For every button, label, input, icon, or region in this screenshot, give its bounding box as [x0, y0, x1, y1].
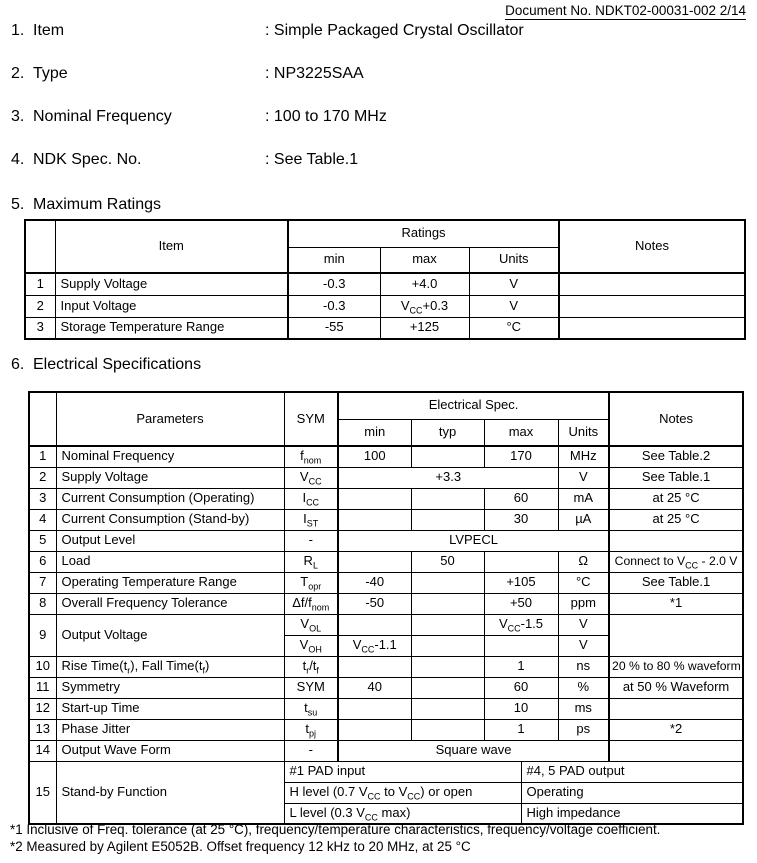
units-cell: ps: [558, 719, 609, 740]
max-cell: +125: [380, 317, 469, 339]
max-cell: [484, 551, 558, 572]
parameter-cell: Output Wave Form: [56, 740, 284, 761]
table-row: [29, 761, 743, 782]
parameter-cell: Output Level: [56, 530, 284, 551]
table-row: [25, 317, 745, 339]
sym-cell: $V_{OL}$: [284, 614, 338, 635]
parameter-cell: Output Voltage: [56, 614, 284, 656]
col-header-item: Item: [55, 220, 288, 273]
section-number: 6.: [11, 356, 25, 373]
row-number-cell: 13: [29, 719, 56, 740]
units-cell: V: [558, 467, 609, 488]
table-row: [29, 509, 743, 530]
max-cell: 30: [484, 509, 558, 530]
table-row: [29, 656, 743, 677]
row-number-cell: 3: [29, 488, 56, 509]
footnote-2: *2 Measured by Agilent E5052B. Offset frequency 12 kHz to 20 MHz, at 25 °C: [10, 839, 471, 854]
notes-cell: [609, 530, 743, 551]
maximum-ratings-table: [24, 219, 746, 340]
units-cell: V: [558, 635, 609, 656]
notes-cell: [559, 295, 745, 317]
units-cell: ms: [558, 698, 609, 719]
sym-cell: $I_{CC}$: [284, 488, 338, 509]
row-number-cell: 7: [29, 572, 56, 593]
table-header-row: [29, 392, 743, 419]
sym-cell: $V_{CC}$: [284, 467, 338, 488]
min-cell: -40: [338, 572, 411, 593]
max-cell: +105: [484, 572, 558, 593]
standby-input-cell: L level (0.3 $V_{CC}$ max): [284, 803, 521, 824]
sym-cell: $T_{opr}$: [284, 572, 338, 593]
sym-cell: $\Delta f/f_{nom}$: [284, 593, 338, 614]
notes-cell: [559, 273, 745, 295]
typ-cell: [411, 572, 484, 593]
notes-cell: [609, 740, 743, 761]
row-number-cell: 9: [29, 614, 56, 656]
min-cell: [338, 509, 411, 530]
sym-cell: $t_{su}$: [284, 698, 338, 719]
info-number: 4.: [11, 151, 25, 168]
min-cell: 100: [338, 446, 411, 467]
max-cell: 1: [484, 656, 558, 677]
row-number-cell: 5: [29, 530, 56, 551]
table-row: [29, 740, 743, 761]
units-cell: µA: [558, 509, 609, 530]
parameter-cell: Stand-by Function: [56, 761, 284, 824]
item-cell: Input Voltage: [55, 295, 288, 317]
col-header-empty: [25, 220, 55, 273]
notes-cell: See Table.1: [609, 467, 743, 488]
standby-input-cell: H level (0.7 $V_{CC}$ to $V_{CC}$) or open: [284, 782, 521, 803]
sym-cell: -: [284, 740, 338, 761]
col-header-electrical-spec-group: Electrical Spec.: [338, 392, 609, 419]
col-header-ratings-group: Ratings: [288, 220, 559, 247]
section-number: 5.: [11, 196, 25, 213]
table-row: [25, 273, 745, 295]
units-cell: %: [558, 677, 609, 698]
row-number-cell: 12: [29, 698, 56, 719]
notes-cell: 20 % to 80 % waveform: [609, 656, 743, 677]
max-cell: +50: [484, 593, 558, 614]
min-cell: $V_{CC}-1.1$: [338, 635, 411, 656]
typ-cell: [411, 698, 484, 719]
max-cell: 60: [484, 488, 558, 509]
col-header-parameters: Parameters: [56, 392, 284, 446]
notes-cell: at 25 °C: [609, 509, 743, 530]
row-number-cell: 3: [25, 317, 55, 339]
info-label: Type: [33, 65, 68, 82]
notes-cell: [609, 614, 743, 656]
document-number: Document No. NDKT02-00031-002 2/14: [505, 3, 746, 18]
notes-cell: [559, 317, 745, 339]
notes-cell: See Table.1: [609, 572, 743, 593]
notes-cell: *2: [609, 719, 743, 740]
parameter-cell: Rise $Time(t_r)$, Fall $Time(t_f)$: [56, 656, 284, 677]
info-number: 3.: [11, 108, 25, 125]
col-header-sym: SYM: [284, 392, 338, 446]
sym-cell: $V_{OH}$: [284, 635, 338, 656]
units-cell: V: [558, 614, 609, 635]
min-cell: -0.3: [288, 273, 380, 295]
notes-cell: at 25 °C: [609, 488, 743, 509]
sym-cell: $t_{pj}$: [284, 719, 338, 740]
parameter-cell: Current Consumption (Stand-by): [56, 509, 284, 530]
max-cell: $V_{CC}-1.5$: [484, 614, 558, 635]
units-cell: °C: [558, 572, 609, 593]
sym-cell: $f_{nom}$: [284, 446, 338, 467]
row-number-cell: 10: [29, 656, 56, 677]
table-row: [29, 698, 743, 719]
table-row: [29, 677, 743, 698]
typ-cell: [411, 509, 484, 530]
units-cell: Ω: [558, 551, 609, 572]
section-label: Electrical Specifications: [33, 356, 202, 373]
max-cell: [484, 635, 558, 656]
info-value: : 100 to 170 MHz: [265, 108, 387, 125]
info-number: 1.: [11, 22, 25, 39]
table-row: [25, 295, 745, 317]
col-header-min: min: [288, 247, 380, 273]
parameter-cell: Phase Jitter: [56, 719, 284, 740]
sym-cell: $t_r/t_f$: [284, 656, 338, 677]
units-cell: ns: [558, 656, 609, 677]
item-cell: Supply Voltage: [55, 273, 288, 295]
max-cell: 1: [484, 719, 558, 740]
parameter-cell: Nominal Frequency: [56, 446, 284, 467]
row-number-cell: 1: [25, 273, 55, 295]
row-number-cell: 8: [29, 593, 56, 614]
full-span-cell: Square wave: [338, 740, 609, 761]
table-row: [29, 719, 743, 740]
info-label: NDK Spec. No.: [33, 151, 142, 168]
notes-cell: *1: [609, 593, 743, 614]
notes-cell: at 50 % Waveform: [609, 677, 743, 698]
table-row: [29, 551, 743, 572]
units-cell: MHz: [558, 446, 609, 467]
table-row: [29, 572, 743, 593]
max-cell: 10: [484, 698, 558, 719]
table-row: [29, 530, 743, 551]
sym-cell: $I_{ST}$: [284, 509, 338, 530]
standby-input-cell: #1 PAD input: [284, 761, 521, 782]
info-label: Item: [33, 22, 65, 39]
col-header-min: min: [338, 419, 411, 446]
notes-cell: [609, 698, 743, 719]
units-cell: V: [469, 295, 559, 317]
col-header-notes: Notes: [609, 392, 743, 446]
col-header-empty: [29, 392, 56, 446]
typ-cell: [411, 656, 484, 677]
col-header-max: max: [380, 247, 469, 273]
typ-cell: [411, 446, 484, 467]
info-label: Nominal Frequency: [33, 108, 172, 125]
col-header-typ: typ: [411, 419, 484, 446]
col-header-units: Units: [469, 247, 559, 273]
typ-cell: [411, 488, 484, 509]
row-number-cell: 2: [25, 295, 55, 317]
typ-cell: [411, 635, 484, 656]
footnote-1: *1 Inclusive of Freq. tolerance (at 25 °C), frequency/temperature characteristics, frequency/voltage coefficient.: [10, 822, 661, 837]
col-header-units: Units: [558, 419, 609, 446]
table-row: [29, 446, 743, 467]
min-cell: [338, 551, 411, 572]
min-cell: -0.3: [288, 295, 380, 317]
units-cell: ppm: [558, 593, 609, 614]
info-value: : See Table.1: [265, 151, 359, 168]
parameter-cell: Operating Temperature Range: [56, 572, 284, 593]
row-number-cell: 14: [29, 740, 56, 761]
parameter-cell: Start-up Time: [56, 698, 284, 719]
row-number-cell: 15: [29, 761, 56, 824]
notes-cell: See Table.2: [609, 446, 743, 467]
typ-cell: [411, 614, 484, 635]
standby-output-cell: #4, 5 PAD output: [521, 761, 743, 782]
sym-cell: $R_L$: [284, 551, 338, 572]
electrical-specifications-table: [28, 391, 744, 825]
max-cell: 170: [484, 446, 558, 467]
min-cell: -50: [338, 593, 411, 614]
parameter-cell: Load: [56, 551, 284, 572]
table-row: [29, 593, 743, 614]
notes-cell: Connect to $V_{CC} - 2.0$ V: [609, 551, 743, 572]
typ-cell: 50: [411, 551, 484, 572]
max-cell: $V_{CC}+0.3$: [380, 295, 469, 317]
row-number-cell: 4: [29, 509, 56, 530]
info-value: : NP3225SAA: [265, 65, 364, 82]
typ-cell: [411, 677, 484, 698]
typ-cell: [411, 593, 484, 614]
spec-span-cell: +3.3: [338, 467, 558, 488]
info-value: : Simple Packaged Crystal Oscillator: [265, 22, 524, 39]
min-cell: [338, 719, 411, 740]
table-header-row: [25, 220, 745, 247]
standby-output-cell: High impedance: [521, 803, 743, 824]
min-cell: [338, 614, 411, 635]
min-cell: [338, 656, 411, 677]
min-cell: [338, 698, 411, 719]
row-number-cell: 1: [29, 446, 56, 467]
parameter-cell: Overall Frequency Tolerance: [56, 593, 284, 614]
max-cell: +4.0: [380, 273, 469, 295]
min-cell: [338, 488, 411, 509]
row-number-cell: 11: [29, 677, 56, 698]
section-label: Maximum Ratings: [33, 196, 162, 213]
sym-cell: -: [284, 530, 338, 551]
table-row: [29, 614, 743, 635]
info-number: 2.: [11, 65, 25, 82]
table-row: [29, 488, 743, 509]
min-cell: -55: [288, 317, 380, 339]
sym-cell: SYM: [284, 677, 338, 698]
typ-cell: [411, 719, 484, 740]
row-number-cell: 2: [29, 467, 56, 488]
units-cell: V: [469, 273, 559, 295]
parameter-cell: Supply Voltage: [56, 467, 284, 488]
max-cell: 60: [484, 677, 558, 698]
col-header-max: max: [484, 419, 558, 446]
item-cell: Storage Temperature Range: [55, 317, 288, 339]
col-header-notes: Notes: [559, 220, 745, 273]
standby-output-cell: Operating: [521, 782, 743, 803]
parameter-cell: Symmetry: [56, 677, 284, 698]
parameter-cell: Current Consumption (Operating): [56, 488, 284, 509]
units-cell: mA: [558, 488, 609, 509]
row-number-cell: 6: [29, 551, 56, 572]
full-span-cell: LVPECL: [338, 530, 609, 551]
units-cell: °C: [469, 317, 559, 339]
min-cell: 40: [338, 677, 411, 698]
table-row: [29, 467, 743, 488]
